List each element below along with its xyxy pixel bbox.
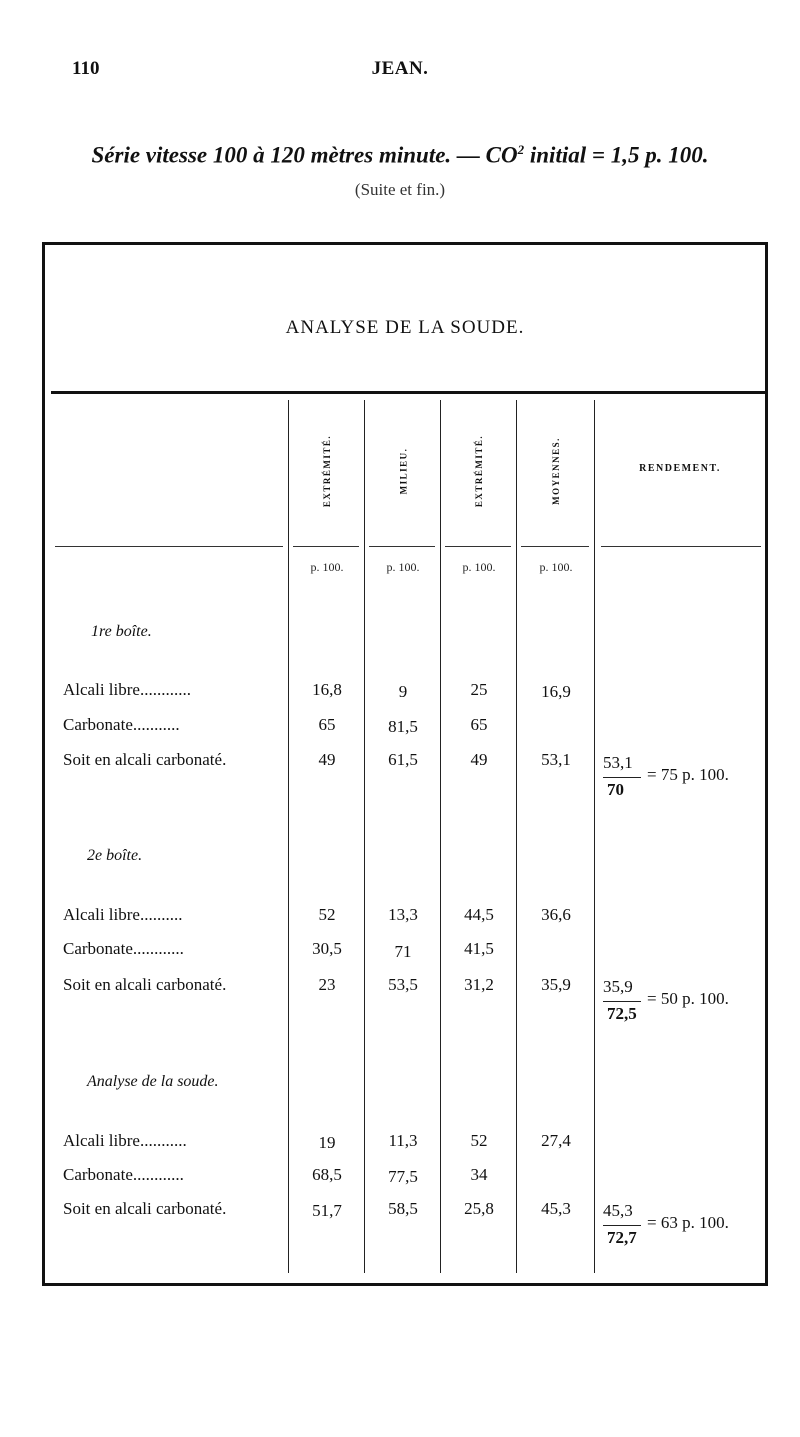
table-cell: 45,3 (541, 1199, 571, 1218)
header-rule (293, 546, 359, 547)
table-caption: ANALYSE DE LA SOUDE. (285, 317, 525, 338)
series-subtitle: (Suite et fin.) (354, 180, 446, 199)
header-rule (521, 546, 589, 547)
unit-label: p. 100. (462, 560, 496, 574)
column-divider (594, 400, 595, 1273)
table-cell: 16,9 (541, 682, 571, 701)
rendement-denominator: 72,5 (607, 1004, 637, 1023)
fraction-bar (603, 1001, 641, 1002)
table-cell: 81,5 (388, 717, 418, 736)
header-rule (445, 546, 511, 547)
header-rule (55, 546, 283, 547)
row-label: Alcali libre.......... (63, 905, 183, 924)
section-label: 2e boîte. (87, 847, 143, 864)
table-cell: 36,6 (541, 905, 571, 924)
section-label: 1re boîte. (91, 623, 152, 640)
table-cell: 35,9 (541, 975, 571, 994)
rendement-denominator: 72,7 (607, 1228, 637, 1247)
header-rule (601, 546, 761, 547)
rendement-fraction (601, 977, 771, 1037)
rendement-fraction (601, 753, 771, 813)
rendement-denominator: 70 (607, 780, 624, 799)
series-title (0, 142, 800, 169)
table-cell: 41,5 (464, 939, 494, 958)
table-cell: 65 (318, 715, 336, 734)
table-cell: 52 (318, 905, 336, 924)
running-head (0, 58, 800, 88)
column-divider (364, 400, 365, 1273)
table-cell: 49 (470, 750, 488, 769)
table-cell: 51,7 (312, 1201, 342, 1220)
table-cell: 25,8 (464, 1199, 494, 1218)
row-label: Soit en alcali carbonaté. (63, 975, 227, 994)
table-cell: 16,8 (312, 680, 342, 699)
series-title-end: initial = 1,5 p. 100. (524, 142, 709, 168)
row-label: Alcali libre............ (63, 680, 191, 699)
table-cell: 61,5 (388, 750, 418, 769)
table-cell: 11,3 (388, 1131, 418, 1150)
table-cell: 77,5 (388, 1167, 418, 1186)
rendement-numerator: 53,1 (603, 753, 633, 772)
rendement-numerator: 35,9 (603, 977, 633, 996)
column-header-extremite-1: EXTRÉMITÉ. (321, 434, 332, 508)
row-label: Carbonate........... (63, 715, 180, 734)
table-cell: 49 (318, 750, 336, 769)
series-title-sup: 2 (517, 142, 525, 157)
series-title-main: Série vitesse 100 à 120 mètres minute. — CO (91, 142, 518, 168)
table-cell: 30,5 (312, 939, 342, 958)
row-label: Soit en alcali carbonaté. (63, 1199, 227, 1218)
table-cell: 19 (318, 1133, 336, 1152)
running-title: JEAN. (371, 58, 429, 79)
row-label: Alcali libre........... (63, 1131, 187, 1150)
table-cell: 44,5 (464, 905, 494, 924)
section-label: Analyse de la soude. (87, 1073, 219, 1090)
row-label: Carbonate............ (63, 939, 184, 958)
unit-label: p. 100. (310, 560, 344, 574)
column-header-extremite-2: EXTRÉMITÉ. (473, 434, 484, 508)
column-divider (516, 400, 517, 1273)
rendement-numerator: 45,3 (603, 1201, 633, 1220)
unit-label: p. 100. (539, 560, 573, 574)
caption-rule (51, 391, 765, 394)
column-header-moyennes: MOYENNES. (550, 437, 561, 505)
table-cell: 9 (398, 682, 408, 701)
analysis-table (42, 242, 768, 1286)
rendement-fraction (601, 1201, 771, 1261)
row-label: Soit en alcali carbonaté. (63, 750, 227, 769)
table-cell: 13,3 (388, 905, 418, 924)
table-cell: 27,4 (541, 1131, 571, 1150)
table-cell: 31,2 (464, 975, 494, 994)
rendement-result: = 75 p. 100. (647, 765, 729, 784)
table-cell: 53,5 (388, 975, 418, 994)
fraction-bar (603, 1225, 641, 1226)
column-divider (440, 400, 441, 1273)
table-cell: 23 (318, 975, 336, 994)
page-number: 110 (72, 58, 100, 79)
table-cell: 25 (470, 680, 488, 699)
table-cell: 52 (470, 1131, 488, 1150)
row-label: Carbonate............ (63, 1165, 184, 1184)
table-cell: 53,1 (541, 750, 571, 769)
fraction-bar (603, 777, 641, 778)
rendement-result: = 50 p. 100. (647, 989, 729, 1008)
column-header-milieu: MILIEU. (397, 447, 408, 495)
header-rule (369, 546, 435, 547)
table-cell: 71 (394, 942, 412, 961)
column-divider (288, 400, 289, 1273)
rendement-result: = 63 p. 100. (647, 1213, 729, 1232)
column-header-rendement: RENDEMENT. (639, 463, 721, 474)
unit-label: p. 100. (386, 560, 420, 574)
table-cell: 65 (470, 715, 488, 734)
table-cell: 58,5 (388, 1199, 418, 1218)
table-cell: 68,5 (312, 1165, 342, 1184)
table-cell: 34 (470, 1165, 488, 1184)
